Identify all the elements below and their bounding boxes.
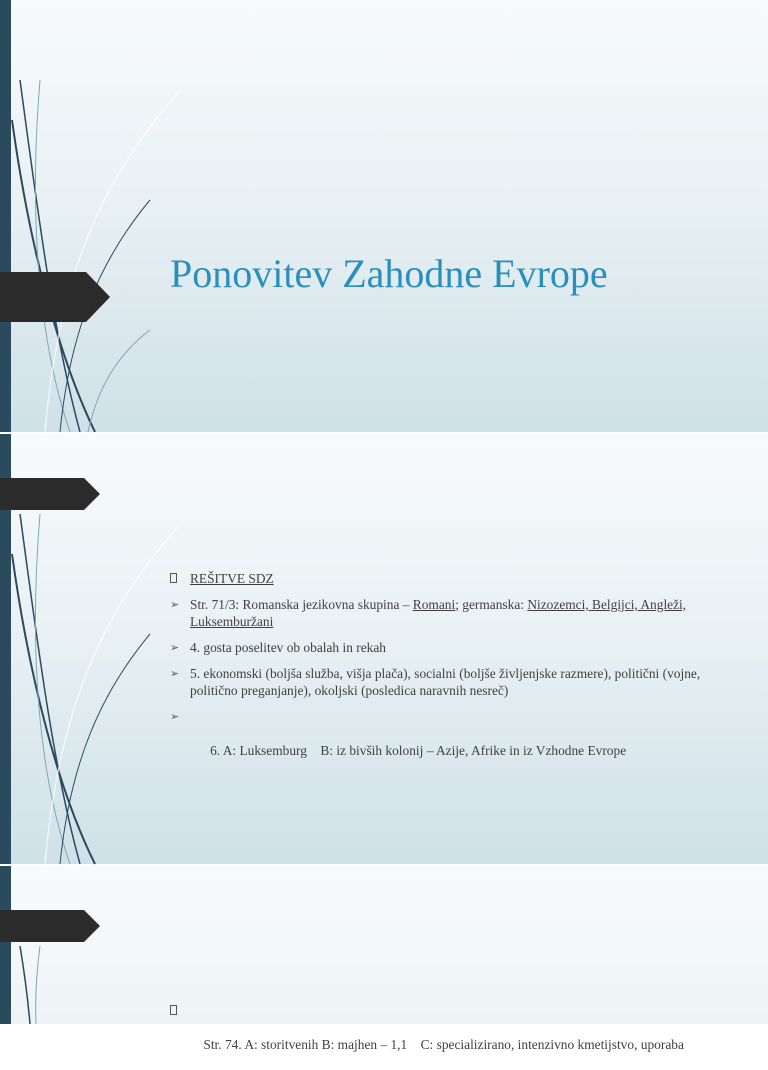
- arrow-bullet-icon: ➢: [170, 667, 180, 680]
- content-slide: [0, 434, 768, 864]
- decorative-swoosh: [0, 0, 200, 432]
- arrow-bullet-icon: ➢: [170, 710, 180, 723]
- arrow-bullet-icon: ➢: [170, 598, 180, 611]
- square-bullet-icon: [170, 1005, 177, 1015]
- list-item: [170, 665, 730, 699]
- slide-text-line: [170, 1002, 760, 1070]
- list-heading: REŠITVE SDZ: [190, 571, 274, 586]
- item-text: 6. A: Luksemburg B: iz bivših kolonij – Azije, Afrike in iz Vzhodne Evrope: [210, 743, 627, 758]
- item-text-underlined: Romani: [412, 597, 456, 612]
- item-text: Str. 74. A: storitvenih B: majhen – 1,1 C: specializirano, intenzivno kmetijstvo, uporaba: [203, 1037, 684, 1052]
- slide-title: Ponovitev Zahodne Evrope: [170, 251, 608, 296]
- list-item: [170, 639, 730, 656]
- title-slide: [0, 0, 768, 432]
- list-item: [170, 570, 730, 587]
- item-text: 5. ekonomski (boljša služba, višja plača), socialni (boljše življenjske razmere), politični (vojne, politično preganjanje), okoljski (posledica naravnih nesreč): [190, 666, 701, 698]
- decorative-swoosh: [0, 866, 200, 1024]
- arrow-tab: [0, 910, 100, 942]
- item-text: 4. gosta poselitev ob obalah in rekah: [190, 640, 386, 655]
- item-text-underlined: Nizozemci, Belgijci, Angleži, Luksemburžani: [190, 597, 687, 629]
- arrow-bullet-icon: ➢: [170, 641, 180, 654]
- bullet-list: [170, 570, 730, 785]
- content-slide: [0, 866, 768, 1052]
- item-text: Str. 71/3: Romanska jezikovna skupina –: [190, 597, 413, 612]
- arrow-tab: [0, 478, 100, 510]
- square-bullet-icon: [170, 573, 177, 583]
- list-item: [170, 596, 730, 630]
- item-text: ; germanska:: [455, 597, 528, 612]
- list-item: [170, 708, 730, 776]
